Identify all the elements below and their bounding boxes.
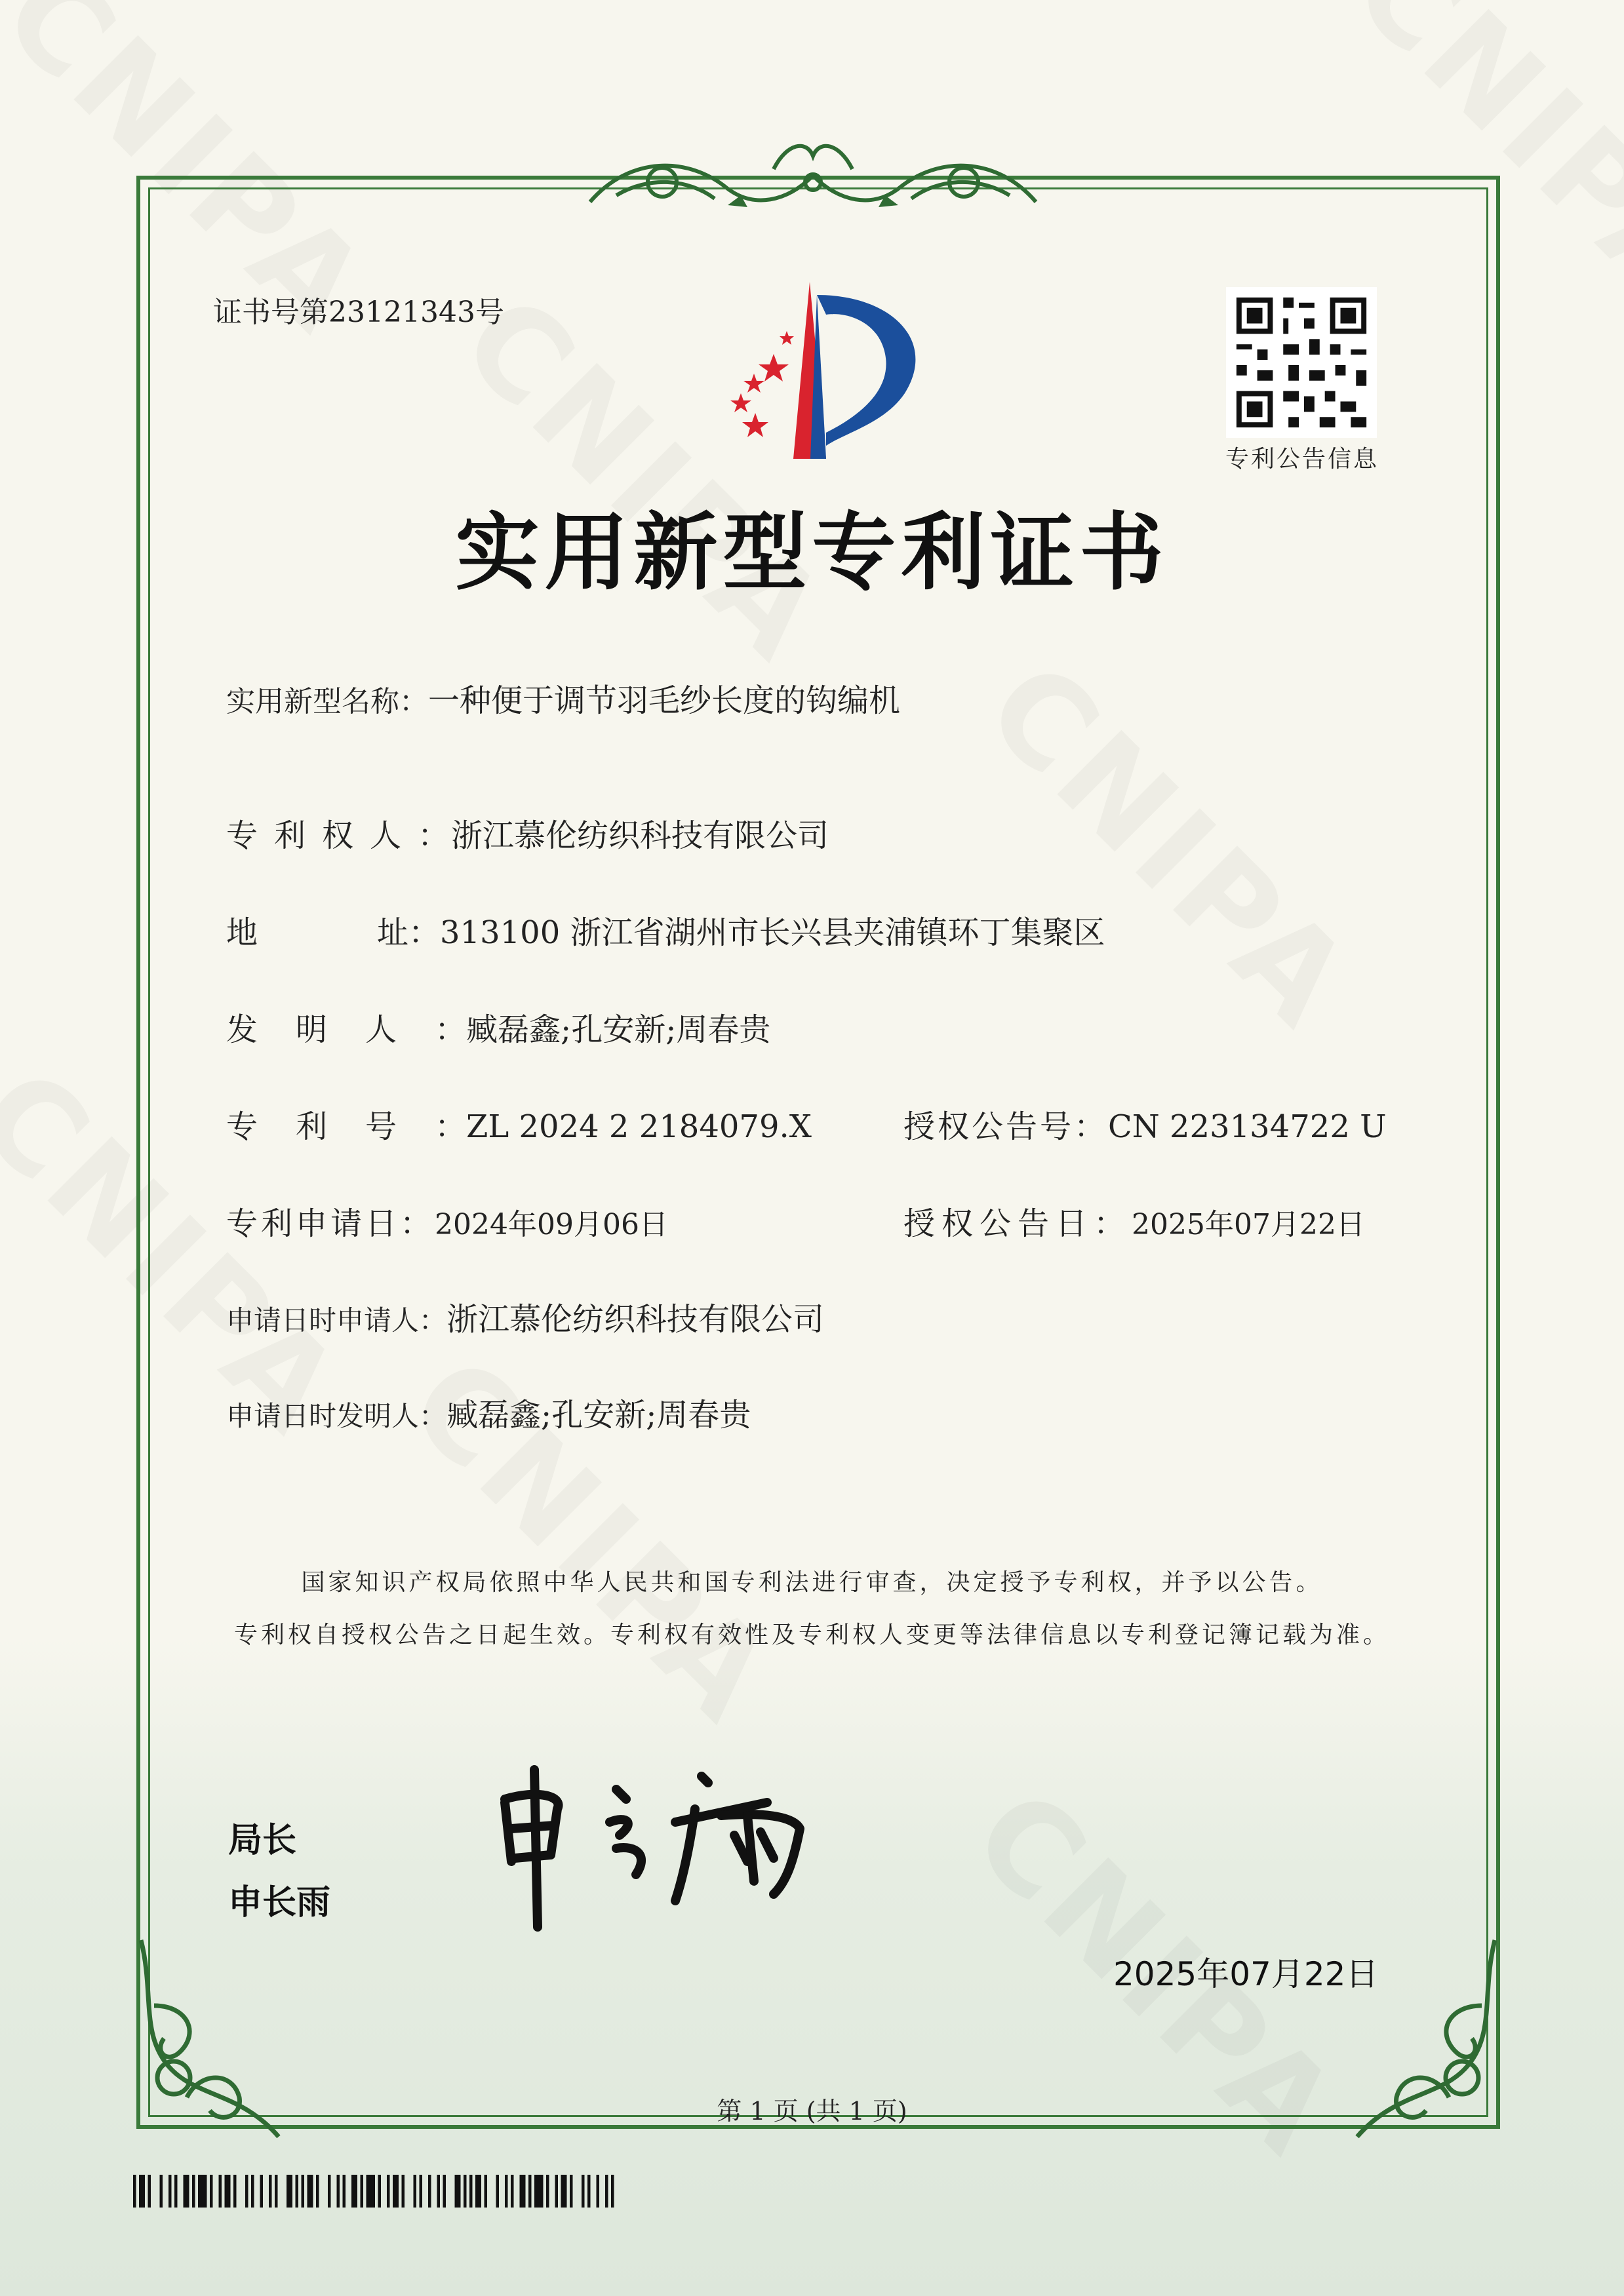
cnipa-logo-icon [695, 282, 944, 465]
field-publication-number [903, 1101, 1387, 1146]
director-name: 申长雨 [228, 1883, 331, 1922]
field-value: CN 223134722 U [1108, 1108, 1387, 1145]
field-value: 2024年09月06日 [435, 1208, 668, 1241]
field-label: 专利申请日： [226, 1205, 435, 1242]
field-label: 授权公告号： [903, 1108, 1109, 1145]
field-inventor [226, 1004, 770, 1049]
field-filing-date [226, 1198, 668, 1243]
field-address [226, 907, 1105, 952]
field-label: 申请日时申请人： [226, 1304, 447, 1336]
field-inventor-at-filing [226, 1390, 751, 1435]
field-label: 申请日时发明人： [226, 1400, 447, 1432]
top-ornament [577, 130, 1049, 222]
field-name [226, 675, 900, 720]
field-publication-date [903, 1198, 1365, 1243]
field-value: ZL 2024 2 2184079.X [466, 1108, 812, 1145]
field-label: 发明人： [226, 1011, 505, 1048]
director-title: 局长 [228, 1821, 297, 1860]
director-signature [485, 1750, 852, 1934]
field-value: 浙江慕伦纺织科技有限公司 [446, 1301, 825, 1338]
signature-date: 2025年07月22日 [1113, 1955, 1379, 1993]
certificate-number: 证书号第23121343号 [213, 296, 504, 329]
field-label: 址： [377, 914, 441, 951]
field-value: 313100 浙江省湖州市长兴县夹浦镇环丁集聚区 [440, 914, 1105, 951]
field-value: 臧磊鑫;孔安新;周春贵 [446, 1397, 751, 1433]
field-label: 地 [226, 914, 258, 951]
notice-line-1: 国家知识产权局依照中华人民共和国专利法进行审查，决定授予专利权，并予以公告。 [301, 1569, 1323, 1596]
field-patent-number [226, 1101, 812, 1146]
field-value: 浙江慕伦纺织科技有限公司 [451, 817, 829, 854]
field-label: 实用新型名称： [226, 685, 428, 718]
certificate-title: 实用新型专利证书 [455, 504, 1169, 602]
field-owner [226, 810, 829, 855]
field-value: 臧磊鑫;孔安新;周春贵 [466, 1011, 771, 1048]
notice-line-2: 专利权自授权公告之日起生效。专利权有效性及专利权人变更等法律信息以专利登记簿记载为准。 [233, 1622, 1390, 1648]
field-value: 2025年07月22日 [1132, 1208, 1365, 1241]
field-value: 一种便于调节羽毛纱长度的钩编机 [428, 682, 901, 719]
page-number: 第 1 页 (共 1 页) [717, 2097, 907, 2126]
field-label: 专利权人： [226, 817, 466, 854]
field-label: 授权公告日： [903, 1205, 1132, 1242]
qr-code-icon [1226, 287, 1377, 438]
qr-caption: 专利公告信息 [1225, 446, 1379, 473]
field-label: 专利号： [226, 1108, 505, 1145]
field-applicant-at-filing [226, 1294, 824, 1339]
barcode-icon [133, 2175, 615, 2208]
